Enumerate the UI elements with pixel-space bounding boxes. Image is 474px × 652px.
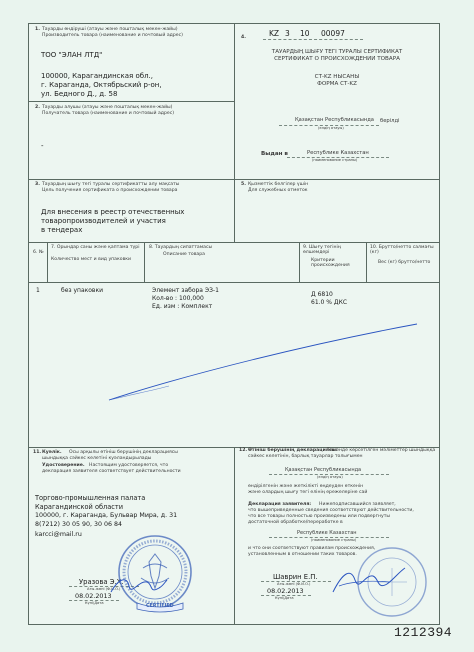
box2-number: 2. xyxy=(35,105,40,110)
box12-country-kz-hint: (елдің атауы) xyxy=(317,475,343,479)
box1-label-ru: Производитель товара (наименование и почтовый адрес) xyxy=(42,33,183,38)
col-packages-header-kz: 7. Орындар саны және қаптама түрі xyxy=(51,245,140,250)
box12-text-ru2: что вышеприведенные сведения соответствуют действительности, xyxy=(248,508,414,513)
box12-date-hint: Күні/Дата xyxy=(275,596,294,600)
box12-signer-hint: Аты-жөні (Ф.И.О.) xyxy=(277,582,311,586)
box12-text-kz2: сәйкес келетінін, барлық тауарлар толығымен xyxy=(248,454,363,459)
row-criteria-line2: 61.0 % ДКС xyxy=(311,299,348,306)
issued-country-ru: Республике Казахстан xyxy=(307,150,369,156)
box4-number: 4. xyxy=(241,35,246,40)
issued-ru-label: Выдан в xyxy=(261,151,288,157)
issued-country-kz: Қазақстан Республикасында xyxy=(295,117,374,123)
purpose-line1: Для внесения в реестр отечественных xyxy=(41,208,185,216)
box3-number: 3. xyxy=(35,182,40,187)
row-packaging: без упаковки xyxy=(61,287,103,294)
producer-address-line2: г. Караганда, Октябрьский р-он, xyxy=(41,81,162,89)
box2-label-ru: Получатель товара (наименование и почтовый адрес) xyxy=(42,111,175,116)
title-kz: ТАУАРДЫҢ ШЫҒУ ТЕГІ ТУРАЛЫ СЕРТИФИКАТ xyxy=(271,49,403,55)
serial-number: 1212394 xyxy=(394,625,453,640)
box11-signer: Уразова Э.Х. xyxy=(79,578,124,586)
box11-text-ru1: Настоящим удостоверяется, что xyxy=(89,463,169,468)
box12-text-ru4: достаточной обработке/переработке в xyxy=(248,520,343,525)
col-description-header-kz: 8. Тауардың сипаттамасы xyxy=(149,245,213,250)
box12-text-ru5: и что они соответствуют правилам происхождения, xyxy=(248,546,376,551)
box11-date: 08.02.2013 xyxy=(75,592,112,600)
box12-text-ru3: что все товары полностью произведены или подвергнуты xyxy=(248,514,391,519)
box5-label-ru: Для служебных отметок xyxy=(248,188,308,193)
certificate-prefix: KZ xyxy=(269,29,280,38)
form-label-kz: СТ-KZ НЫСАНЫ xyxy=(314,74,360,80)
box12-country-kz: Қазақстан Республикасында xyxy=(285,467,362,473)
chamber-name-line2: Карагандинской области xyxy=(35,503,124,511)
box11-title-ru: Удостоверение. xyxy=(42,463,85,468)
box2-label-kz: Тауарды алушы (атауы және пошталық мекен-жайы) xyxy=(42,105,173,110)
issued-kz-label: берілді xyxy=(380,118,400,124)
box12-text-kz4: және олардың шығу тегі елінің ережелеріне сай xyxy=(248,490,368,495)
row-description-line1: Элемент забора ЭЗ-1 xyxy=(152,287,219,294)
col-weight-header-kz: 10. Брутто/нетто салмағы (кг) xyxy=(370,245,434,256)
certificate-form xyxy=(28,23,440,625)
certificate-part-b: 10 xyxy=(300,29,310,38)
box12-number: 12. xyxy=(239,448,248,453)
col-weight-header-ru: Вес (кг) брутто/нетто xyxy=(378,260,431,265)
chamber-email: karcci@mail.ru xyxy=(35,531,82,538)
chamber-name-line1: Торгово-промышленная палата xyxy=(35,494,146,502)
row-description-line2: Кол-во : 100,000 xyxy=(152,295,204,302)
certificate-part-c: 00097 xyxy=(321,29,345,38)
box12-text-ru6: установленным в отношении таких товаров. xyxy=(248,552,357,557)
cancellation-line xyxy=(29,24,439,624)
box12-date: 08.02.2013 xyxy=(267,587,304,595)
form-label-ru: ФОРМА СТ-KZ xyxy=(317,81,357,87)
box1-number: 1. xyxy=(35,27,40,32)
box12-text-kz1: Төменде көрсетілген мәліметтер шындыққа xyxy=(327,448,436,453)
row-number: 1 xyxy=(36,287,40,294)
col-number-header: 6. № xyxy=(33,250,44,255)
col-description-header-ru: Описание товара xyxy=(163,252,205,257)
box12-country-ru: Республике Казахстан xyxy=(297,530,357,536)
box12-text-ru1: Нижеподписавшийся заявляет, xyxy=(319,502,396,507)
title-ru: СЕРТИФИКАТ О ПРОИСХОЖДЕНИИ ТОВАРА xyxy=(274,56,400,62)
chamber-phone: 8(7212) 30 05 90, 30 06 84 xyxy=(35,521,123,528)
box11-number: 11. xyxy=(33,450,42,455)
box3-label-kz: Тауардың шығу тегі туралы сертификатты алу мақсаты xyxy=(42,182,180,187)
box11-signature xyxy=(109,572,169,602)
producer-address-line1: 100000, Карагандинская обл., xyxy=(41,72,153,80)
box12-title-kz: Өтініш берушінің декларациясы: xyxy=(248,448,338,453)
box11-signer-hint: Аты-жөні (Ф.И.О.) xyxy=(87,587,121,591)
producer-address-line3: ул. Бедного Д., д. 58 xyxy=(41,90,118,98)
row-description-line3: Ед. изм : Комплект xyxy=(152,303,213,310)
box11-date-hint: Күні/Дата xyxy=(85,601,104,605)
box11-text-kz1: Осы арқылы өтініш берушінің декларациясы xyxy=(69,450,178,455)
col-criteria-header-kz: 9. Шығу тегінің өлшемдері xyxy=(303,245,341,256)
consignee-value: - xyxy=(41,142,44,150)
box1-label-kz: Тауарды өндіруші (атауы және пошталық мекен-жайы) xyxy=(42,27,178,32)
box5-label-kz: Қызметтік белгілер үшін xyxy=(248,182,309,187)
box11-text-ru2: декларация заявителя соответствует действительности xyxy=(42,469,181,474)
box5-number: 5. xyxy=(241,182,246,187)
col-packages-header-ru: Количество мест и вид упаковки xyxy=(51,257,132,262)
box12-signer: Шаврин Е.П. xyxy=(273,573,318,581)
producer-name: ТОО "ЭЛАН ЛТД" xyxy=(41,51,103,59)
issued-country-hint: (елдің атауы) xyxy=(318,126,344,130)
certificate-part-a: 3 xyxy=(285,29,290,38)
box12-title-ru: Декларация заявителя: xyxy=(248,502,312,507)
chamber-address: 100000, г. Караганда, Бульвар Мира, д. 31 xyxy=(35,512,178,519)
stamp-banner-text: CERTIFIED xyxy=(146,604,174,609)
box11-text-kz2: шындыққа сәйкес келетіні куәландырылады xyxy=(42,456,152,461)
box12-text-kz3: өндірілгенін және жеткілікті өңдеуден өткенін xyxy=(248,484,364,489)
row-criteria-line1: Д 6810 xyxy=(311,291,333,298)
box12-country-ru-hint: (наименование страны) xyxy=(311,538,357,542)
box11-title-kz: Куәлік. xyxy=(42,450,62,455)
col-criteria-header-ru: Критерии происхождения xyxy=(311,258,350,269)
issued-country-ru-hint: (наименование страны) xyxy=(312,158,358,162)
purpose-line2: товаропроизводителей и участия xyxy=(41,217,166,225)
purpose-line3: в тендерах xyxy=(41,226,83,234)
box12-signature xyxy=(329,562,409,602)
box3-label-ru: Цель получения сертификата о происхождении товара xyxy=(42,188,178,193)
